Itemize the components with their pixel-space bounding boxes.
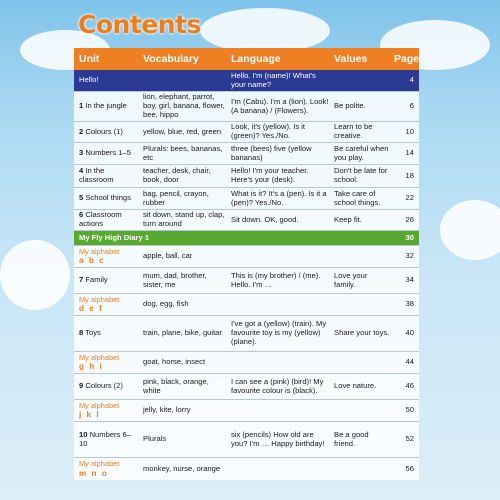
table-header	[74, 48, 419, 70]
vocab-cell: mum, dad, brother, sister, me	[143, 270, 207, 289]
vocab-cell: train, plane, bike, guitar	[143, 328, 222, 338]
language-cell: I've got a (yellow) (train). My favourite toy is my (yellow) (plane).	[231, 319, 327, 346]
unit-name: Numbers 1–5	[85, 148, 131, 158]
alphabet-cell	[74, 460, 141, 477]
language-cell: What is it? It's a (pen). Is it a (pen)? Yes./No.	[231, 188, 327, 207]
vocab-cell: sit down, stand up, clap, turn around	[143, 210, 225, 228]
unit-number: 2	[79, 126, 84, 136]
vocab-cell: Plurals: bees, bananas, etc	[143, 143, 223, 162]
alphabet-letters: m n o	[79, 468, 109, 478]
unit-name: School things	[85, 193, 131, 203]
unit-number: 4	[79, 166, 84, 176]
page-cell: 22	[405, 193, 414, 203]
unit-name: Numbers 6–10	[79, 429, 131, 448]
page-cell: 40	[405, 328, 414, 338]
unit-number: 7	[79, 275, 84, 285]
values-cell: Learn to be creative.	[334, 122, 373, 140]
page-cell: 50	[405, 405, 414, 415]
header-vocabulary: Vocabulary	[143, 52, 199, 65]
alphabet-letters: j k l	[79, 410, 101, 420]
page-title: Contents	[78, 10, 201, 39]
vocab-cell: jelly, kite, lorry	[143, 405, 191, 415]
page-cell: 26	[405, 214, 414, 224]
values-cell: Don't be late for school.	[334, 166, 388, 184]
unit-cell	[74, 194, 141, 203]
cloud-decoration	[200, 8, 330, 53]
header-unit: Unit	[79, 52, 100, 65]
vocab-cell: teacher, desk, chair, book, door	[143, 166, 211, 184]
unit-name: Classroom actions	[79, 210, 122, 228]
page-cell: 46	[405, 381, 414, 391]
table-row	[74, 316, 419, 352]
page-cell: 56	[405, 463, 414, 473]
vocab-cell: apple, ball, car	[143, 251, 193, 261]
language-cell: three (bees) five (yellow bananas)	[231, 143, 312, 162]
vocab-cell: pink, black, orange, white	[143, 376, 209, 395]
header-language: Language	[231, 52, 281, 65]
page-cell: 14	[405, 148, 414, 158]
unit-name: Colours (2)	[85, 381, 123, 391]
unit-name: Colours (1)	[85, 126, 123, 136]
vocab-cell: Plurals	[143, 434, 167, 444]
language-cell: six (pencils) How old are you? I'm … Happy birthday!	[231, 429, 325, 448]
unit-cell	[74, 276, 141, 285]
table-row	[74, 246, 419, 268]
alphabet-label: My alphabet	[79, 246, 120, 256]
unit-number: 1	[79, 101, 84, 111]
page-cell: 34	[405, 275, 414, 285]
language-cell: Hello. I'm (name)! What's your name?	[231, 70, 316, 89]
unit-cell	[74, 431, 141, 449]
values-cell: Love your family.	[334, 270, 368, 289]
unit-cell: Hello!	[79, 75, 99, 85]
table-row	[74, 210, 419, 231]
values-cell: Love nature.	[334, 381, 377, 391]
page-cell: 52	[405, 434, 414, 444]
language-cell: Sit down. OK, good.	[231, 214, 299, 224]
unit-name: In the classroom	[79, 166, 114, 184]
alphabet-label: My alphabet	[79, 459, 120, 469]
vocab-cell: goat, horse, insect	[143, 357, 206, 367]
table-row	[74, 70, 419, 92]
page-cell: 6	[409, 101, 414, 111]
alphabet-letters: d e f	[79, 304, 104, 314]
page-cell: 38	[405, 299, 414, 309]
header-values: Values	[334, 52, 368, 65]
alphabet-cell	[74, 354, 141, 371]
table-row	[74, 294, 419, 316]
header-page: Page	[394, 52, 420, 65]
unit-name: Family	[85, 275, 108, 285]
vocab-cell: monkey, nurse, orange	[143, 463, 221, 473]
table-row	[74, 122, 419, 143]
alphabet-cell	[74, 248, 141, 265]
alphabet-label: My alphabet	[79, 352, 120, 362]
unit-number: 6	[79, 210, 84, 220]
unit-number: 8	[79, 328, 84, 338]
language-cell: I can see a (pink) (bird)! My favourite colour is (black).	[231, 376, 324, 395]
values-cell: Take care of school things.	[334, 188, 381, 207]
language-cell: Hello! I'm your teacher. Here's your (desk).	[231, 166, 309, 184]
page-cell: 32	[405, 251, 414, 261]
table-row	[74, 458, 419, 480]
table-row	[74, 422, 419, 458]
vocab-cell: bag, pencil, crayon, rubber	[143, 188, 209, 207]
unit-number: 5	[79, 193, 84, 203]
alphabet-letters: a b c	[79, 256, 106, 266]
page-cell: 18	[405, 170, 414, 180]
values-cell: Share your toys.	[334, 328, 390, 338]
vocab-cell: yellow, blue, red, green	[143, 126, 222, 136]
alphabet-letters: g h i	[79, 362, 104, 372]
values-cell: Be polite.	[334, 101, 366, 111]
table-row	[74, 352, 419, 374]
page-cell: 30	[405, 232, 414, 242]
page-cell: 4	[409, 75, 414, 85]
unit-cell	[74, 128, 141, 137]
unit-number: 9	[79, 381, 84, 391]
alphabet-cell	[74, 296, 141, 313]
unit-number: 10	[79, 429, 88, 439]
unit-cell	[74, 149, 141, 158]
language-cell: Look, it's (yellow). Is it (green)? Yes./No.	[231, 122, 306, 140]
unit-cell	[74, 211, 141, 229]
vocab-cell: dog, egg, fish	[143, 299, 189, 309]
vocab-cell: lion, elephant, parrot, boy, girl, banana, flower, bee, hippo	[143, 92, 225, 119]
unit-cell	[74, 382, 141, 391]
alphabet-label: My alphabet	[79, 400, 120, 410]
table-row	[74, 268, 419, 294]
language-cell: I'm (Cabu). I'm a (lion). Look! (A banana) / (Flowers).	[231, 96, 329, 115]
table-row	[74, 92, 419, 122]
table-row	[74, 231, 419, 246]
contents-table	[74, 48, 419, 480]
table-row	[74, 165, 419, 188]
values-cell: Be careful when you play.	[334, 143, 389, 162]
unit-name: Toys	[85, 328, 101, 338]
diary-title: My Fly High Diary 1	[79, 232, 150, 242]
table-row	[74, 143, 419, 165]
unit-cell	[74, 102, 141, 111]
cloud-decoration	[0, 240, 70, 310]
values-cell: Keep fit.	[334, 214, 362, 224]
unit-cell	[74, 167, 141, 185]
values-cell: Be a good friend.	[334, 429, 369, 448]
table-row	[74, 374, 419, 400]
alphabet-cell	[74, 402, 141, 419]
alphabet-label: My alphabet	[79, 294, 120, 304]
table-row	[74, 400, 419, 422]
cloud-decoration	[440, 200, 500, 260]
language-cell: This is (my brother) / (me). Hello. I'm …	[231, 270, 321, 289]
unit-name: In the jungle	[85, 101, 127, 111]
table-row	[74, 188, 419, 210]
unit-number: 3	[79, 148, 84, 158]
page-cell: 10	[405, 126, 414, 136]
unit-cell	[74, 329, 141, 338]
page-cell: 44	[405, 357, 414, 367]
